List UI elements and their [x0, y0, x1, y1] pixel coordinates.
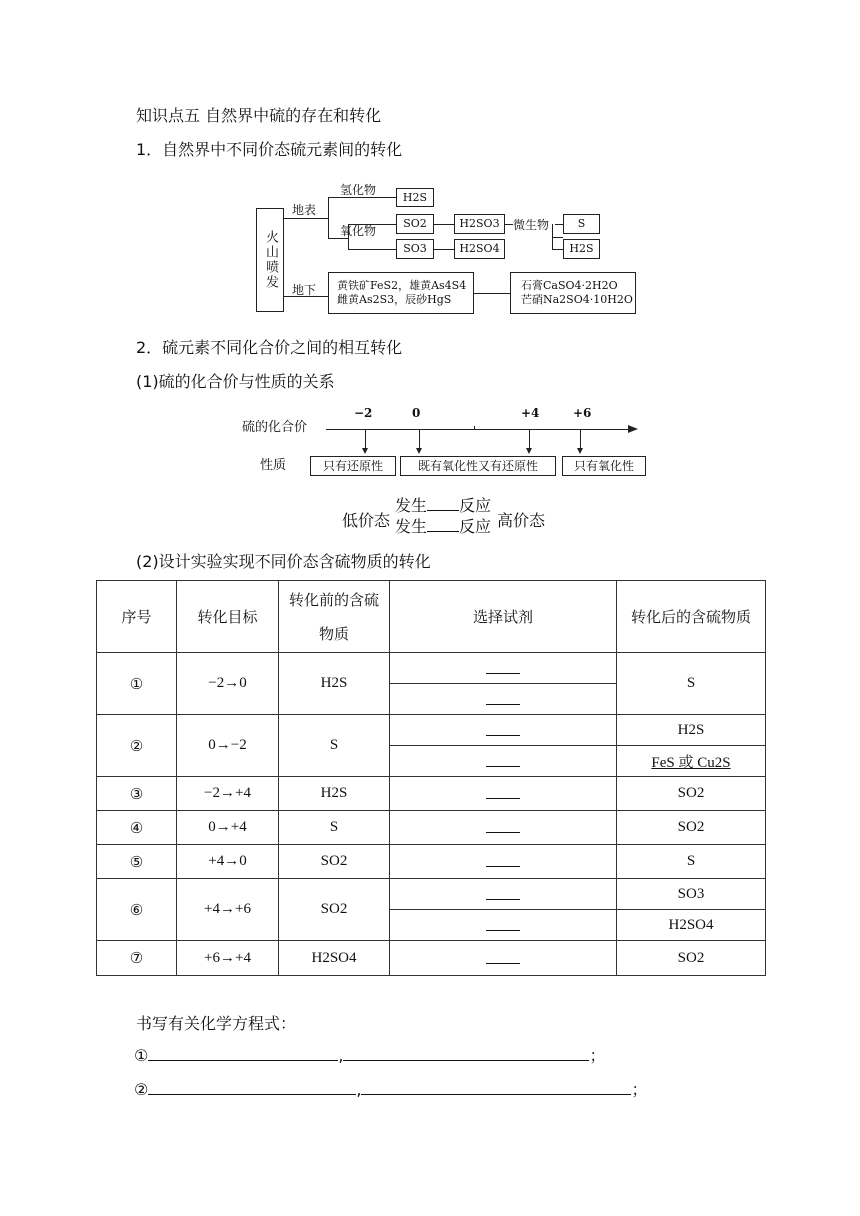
- header-target: 转化目标: [177, 581, 279, 653]
- table-row: ⑦ +6→+4 H2SO4 SO2: [97, 941, 766, 976]
- react1-text: 反应: [459, 496, 492, 515]
- minerals-box: 黄铁矿FeS2，雄黄As4S4 雌黄As2S3，辰砂HgS: [328, 272, 474, 314]
- header-no: 序号: [97, 581, 177, 653]
- table-row: ② 0→−2 S H2S: [97, 715, 766, 746]
- header-reagent: 选择试剂: [390, 581, 617, 653]
- table-row: FeS 或 Cu2S: [97, 746, 766, 777]
- blank-reaction-2[interactable]: [427, 517, 459, 532]
- s-box: S: [563, 214, 600, 234]
- so2-box: SO2: [396, 214, 434, 234]
- reagent-blank[interactable]: [390, 715, 617, 746]
- equation-2-blank-a[interactable]: [148, 1080, 356, 1095]
- blank-reaction-1[interactable]: [427, 496, 459, 511]
- h2s-box-b: H2S: [563, 239, 600, 259]
- property-label: 性质: [260, 458, 287, 473]
- item2-heading: 2．硫元素不同化合价之间的相互转化: [136, 338, 403, 357]
- tick-0: 0: [412, 406, 421, 420]
- header-after: 转化后的含硫物质: [617, 581, 766, 653]
- only-oxidizing-box: 只有氧化性: [562, 456, 646, 476]
- oxide-label: 氧化物: [340, 224, 377, 238]
- h2s-box-a: H2S: [396, 188, 434, 207]
- reagent-blank[interactable]: [390, 653, 617, 684]
- header-before: 转化前的含硫物质: [279, 581, 390, 653]
- item1-heading: 1．自然界中不同价态硫元素间的转化: [136, 140, 403, 159]
- microbe-label: 微生物: [513, 218, 550, 232]
- equation-2-blank-b[interactable]: [361, 1080, 631, 1095]
- h2so4-box: H2SO4: [454, 239, 505, 259]
- table-header-row: [97, 581, 766, 653]
- reagent-blank[interactable]: [390, 941, 617, 976]
- equation-2: ② , ；: [134, 1080, 648, 1099]
- equation-1: ① , ；: [134, 1046, 606, 1065]
- reagent-blank[interactable]: [390, 879, 617, 910]
- table-row: H2SO4: [97, 910, 766, 941]
- equation-1-blank-a[interactable]: [148, 1046, 338, 1061]
- table-row: ① −2→0 H2S S: [97, 653, 766, 684]
- tick-neg2: −2: [354, 406, 373, 420]
- so3-box: SO3: [396, 239, 434, 259]
- table-row: ⑥ +4→+6 SO2 SO3: [97, 879, 766, 910]
- low-valence-text: 低价态: [342, 511, 391, 530]
- sub2-heading: (2)设计实验实现不同价态含硫物质的转化: [136, 552, 431, 571]
- reagent-blank[interactable]: [390, 746, 617, 777]
- table-row: ⑤ +4→0 SO2 S: [97, 845, 766, 879]
- high-valence-text: 高价态: [497, 511, 546, 530]
- reagent-blank[interactable]: [390, 811, 617, 845]
- underground-label: 地下: [292, 283, 317, 297]
- reagent-blank[interactable]: [390, 777, 617, 811]
- both-box: 既有氧化性又有还原性: [400, 456, 556, 476]
- table-row: ④ 0→+4 S SO2: [97, 811, 766, 845]
- tick-pos4: +4: [521, 406, 540, 420]
- salts-box: 石膏CaSO4·2H2O 芒硝Na2SO4·10H2O: [510, 272, 636, 314]
- reagent-blank[interactable]: [390, 910, 617, 941]
- happen2-text: 发生: [395, 517, 428, 536]
- sub1-heading: (1)硫的化合价与性质的关系: [136, 372, 335, 391]
- write-prompt: 书写有关化学方程式：: [136, 1014, 297, 1033]
- react2-text: 反应: [459, 517, 492, 536]
- axis-label: 硫的化合价: [242, 420, 308, 435]
- volcano-box: 火山喷发: [256, 208, 284, 312]
- equation-1-blank-b[interactable]: [343, 1046, 589, 1061]
- tick-pos6: +6: [573, 406, 592, 420]
- h2so3-box: H2SO3: [454, 214, 505, 234]
- section-title: 知识点五 自然界中硫的存在和转化: [136, 106, 382, 125]
- reagent-blank[interactable]: [390, 684, 617, 715]
- hydride-label: 氢化物: [340, 183, 377, 197]
- table-row: ③ −2→+4 H2S SO2: [97, 777, 766, 811]
- only-reducing-box: 只有还原性: [310, 456, 396, 476]
- conversion-table: [96, 580, 766, 976]
- happen1-text: 发生: [395, 496, 428, 515]
- reagent-blank[interactable]: [390, 845, 617, 879]
- surface-label: 地表: [292, 203, 317, 217]
